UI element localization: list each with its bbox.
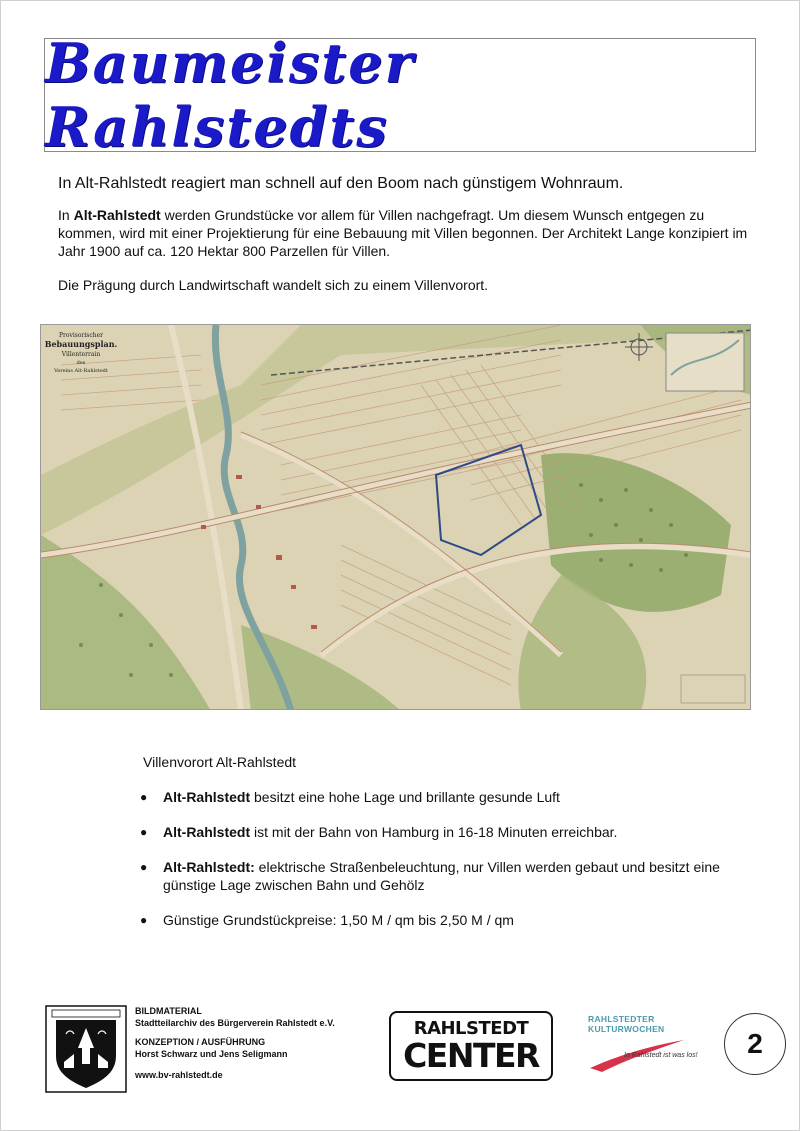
feature-text: besitzt eine hohe Lage und brillante gesunde Luft: [250, 789, 560, 805]
feature-text: ist mit der Bahn von Hamburg in 16-18 Minuten erreichbar.: [250, 824, 618, 840]
map-caption-line-2: Bebauungsplan.: [44, 339, 118, 349]
page-number: 2: [724, 1013, 786, 1075]
map-caption-line-3: Villenterrain: [61, 351, 101, 358]
crest-shield-icon: [44, 1004, 128, 1094]
feature-bold: Alt-Rahlstedt: [163, 824, 251, 840]
features-list: [140, 788, 740, 946]
title-box: [44, 31, 756, 159]
feature-item: [140, 858, 740, 894]
feature-bold: Alt-Rahlstedt:: [163, 859, 255, 875]
credit-label-image-material: BILDMATERIAL: [135, 1006, 202, 1016]
website-link[interactable]: www.bv-rahlstedt.de: [135, 1070, 223, 1080]
kulturwochen-logo: [588, 1014, 698, 1076]
intro-bold-place: Alt-Rahlstedt: [73, 207, 161, 223]
feature-text: elektrische Straßenbeleuchtung, nur Villen werden gebaut und besitzt eine günstige Lage zwischen Bahn und Gehölz: [163, 859, 720, 893]
intro-rest: werden Grundstücke vor allem für Villen nachgefragt. Um diesem Wunsch entgegen zu kommen, wird mit einer Projektierung für eine Bebauung mit Villen begonnen. Der Architekt Lange konzipiert im Jahr 1900 auf ca. 120 Hektar 800 Parzellen für Villen.: [58, 207, 748, 259]
map-caption-line-4: des: [76, 360, 86, 366]
center-logo-top: RAHLSTEDT: [413, 1018, 529, 1039]
center-logo-bottom: CENTER: [403, 1036, 539, 1075]
lead-text: In Alt-Rahlstedt reagiert man schnell auf den Boom nach günstigem Wohnraum.: [58, 175, 624, 192]
features-heading: Villenvorort Alt-Rahlstedt: [143, 754, 297, 770]
feature-item: [140, 788, 740, 806]
intro-prefix: In: [58, 207, 74, 223]
map-drawing: [41, 325, 751, 710]
rahlstedt-center-logo: [389, 1011, 553, 1081]
credit-value-archive: Stadtteilarchiv des Bürgerverein Rahlstedt e.V.: [135, 1017, 335, 1028]
intro-paragraph-2: Die Prägung durch Landwirtschaft wandelt sich zu einem Villenvorort.: [58, 277, 489, 293]
map-caption-line-1: Provisorischer: [58, 332, 104, 339]
historic-map-image: [40, 324, 751, 710]
intro-paragraph: [58, 206, 748, 260]
feature-bold: Alt-Rahlstedt: [163, 789, 251, 805]
map-caption-line-5: Vereins Alt-Rahlstedt: [54, 368, 108, 374]
feature-item: [140, 911, 740, 929]
page-title: Baumeister Rahlstedts: [45, 31, 416, 159]
credit-value-authors: Horst Schwarz und Jens Seligmann: [135, 1048, 288, 1059]
kultur-title-1: RAHLSTEDTER: [588, 1014, 655, 1024]
kultur-title-2: KULTURWOCHEN: [588, 1024, 665, 1034]
buergerverein-crest-logo: [44, 1004, 128, 1094]
credits-block: [135, 1006, 335, 1082]
feature-text: Günstige Grundstückpreise: 1,50 M / qm bis 2,50 M / qm: [163, 912, 514, 928]
kultur-slogan: In Rahlstedt ist was los!: [624, 1052, 698, 1059]
feature-item: [140, 823, 740, 841]
credit-label-concept: KONZEPTION / AUSFÜHRUNG: [135, 1037, 266, 1047]
